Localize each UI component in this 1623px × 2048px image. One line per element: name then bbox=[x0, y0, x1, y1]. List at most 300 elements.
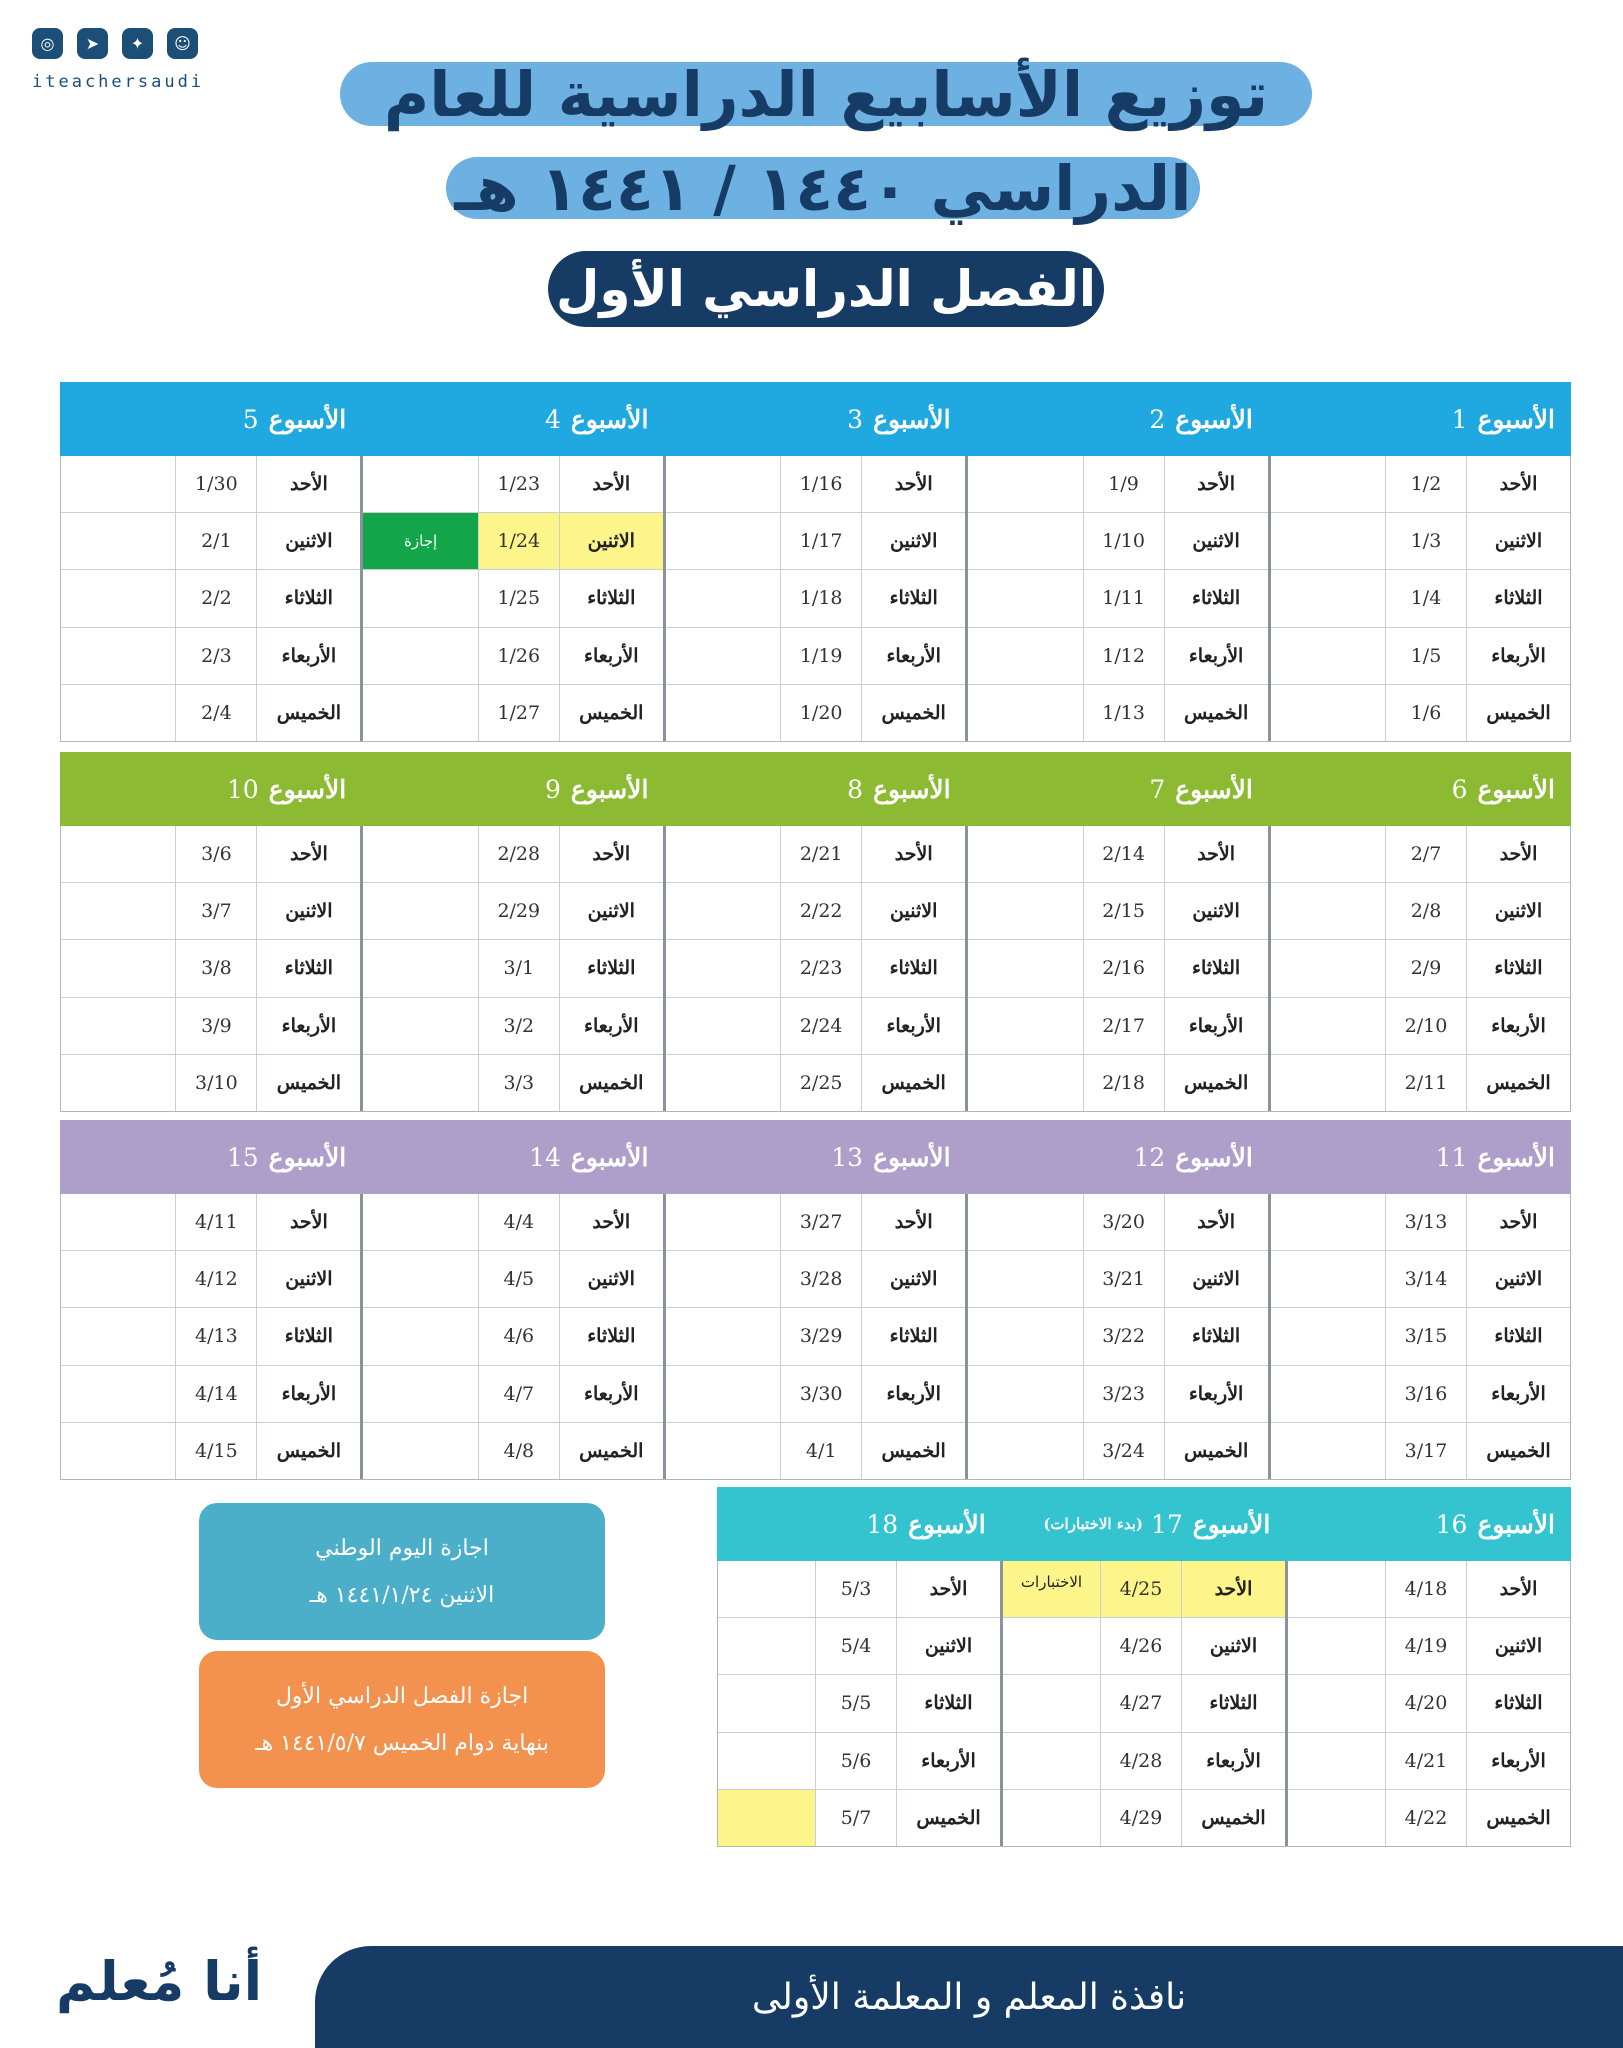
week-column bbox=[1268, 1194, 1570, 1479]
day-note bbox=[363, 456, 477, 512]
day-date: 2/18 bbox=[1083, 1055, 1164, 1111]
day-date: 5/6 bbox=[815, 1733, 896, 1789]
week-number: 10 bbox=[226, 774, 259, 804]
day-row bbox=[718, 1561, 1000, 1617]
day-date: 4/19 bbox=[1385, 1618, 1466, 1674]
day-name: الأحد bbox=[559, 826, 663, 882]
day-row bbox=[968, 882, 1267, 939]
day-name: الأحد bbox=[861, 456, 965, 512]
day-name: الخميس bbox=[1466, 685, 1570, 741]
social-links bbox=[32, 28, 198, 59]
day-row bbox=[1288, 1561, 1570, 1617]
snapchat-icon[interactable]: ☺ bbox=[167, 28, 198, 59]
day-row bbox=[718, 1617, 1000, 1674]
day-note bbox=[1288, 1790, 1385, 1846]
day-row bbox=[666, 1365, 965, 1422]
day-name: الأحد bbox=[1164, 456, 1268, 512]
day-row bbox=[968, 1250, 1267, 1307]
day-name: الأربعاء bbox=[559, 1366, 663, 1422]
day-row bbox=[1271, 1307, 1570, 1364]
day-note bbox=[968, 1055, 1082, 1111]
day-row bbox=[1003, 1789, 1285, 1846]
day-note bbox=[61, 513, 175, 569]
day-date: 2/25 bbox=[780, 1055, 861, 1111]
day-date: 5/5 bbox=[815, 1675, 896, 1731]
day-date: 3/7 bbox=[175, 883, 256, 939]
day-note bbox=[61, 1308, 175, 1364]
week-label: الأسبوع bbox=[1175, 774, 1253, 804]
brand-handle: iteachersaudi bbox=[32, 72, 205, 92]
week-column bbox=[965, 826, 1267, 1111]
day-row bbox=[666, 1250, 965, 1307]
week-header bbox=[1269, 1120, 1571, 1194]
day-name: الخميس bbox=[559, 685, 663, 741]
day-row bbox=[718, 1732, 1000, 1789]
day-date: 2/8 bbox=[1385, 883, 1466, 939]
day-date: 1/3 bbox=[1385, 513, 1466, 569]
day-date: 4/7 bbox=[478, 1366, 559, 1422]
day-name: الخميس bbox=[1181, 1790, 1285, 1846]
week-column bbox=[61, 456, 360, 741]
day-note bbox=[61, 1194, 175, 1250]
day-note bbox=[666, 456, 780, 512]
weeks-header-row bbox=[60, 382, 1571, 456]
day-row bbox=[1271, 627, 1570, 684]
day-row bbox=[363, 939, 662, 996]
day-note bbox=[61, 456, 175, 512]
week-header bbox=[362, 382, 664, 456]
day-note bbox=[968, 1423, 1082, 1479]
week-header bbox=[664, 1120, 966, 1194]
day-row bbox=[968, 569, 1267, 626]
day-name: الخميس bbox=[861, 1055, 965, 1111]
week-header bbox=[967, 382, 1269, 456]
day-name: الأحد bbox=[1164, 1194, 1268, 1250]
day-note bbox=[666, 998, 780, 1054]
day-date: 2/2 bbox=[175, 570, 256, 626]
day-row bbox=[968, 1365, 1267, 1422]
day-note bbox=[666, 1251, 780, 1307]
day-name: الأحد bbox=[1181, 1561, 1285, 1617]
day-date: 3/15 bbox=[1385, 1308, 1466, 1364]
day-date: 4/29 bbox=[1100, 1790, 1181, 1846]
day-date: 3/10 bbox=[175, 1055, 256, 1111]
day-note bbox=[61, 1251, 175, 1307]
footer-text: نافذة المعلم و المعلمة الأولى bbox=[751, 1976, 1187, 2018]
day-note bbox=[968, 1194, 1082, 1250]
day-name: الأحد bbox=[1466, 456, 1570, 512]
day-row bbox=[363, 1054, 662, 1111]
day-name: الاثنين bbox=[1164, 883, 1268, 939]
day-date: 4/20 bbox=[1385, 1675, 1466, 1731]
day-name: الثلاثاء bbox=[1466, 1308, 1570, 1364]
day-note bbox=[1003, 1733, 1100, 1789]
day-date: 1/12 bbox=[1083, 628, 1164, 684]
week-label: الأسبوع bbox=[908, 1509, 986, 1539]
day-name: الاثنين bbox=[861, 513, 965, 569]
day-row bbox=[968, 939, 1267, 996]
day-row bbox=[1271, 684, 1570, 741]
week-label: الأسبوع bbox=[873, 404, 951, 434]
day-row bbox=[61, 1194, 360, 1250]
day-date: 1/18 bbox=[780, 570, 861, 626]
day-row bbox=[1271, 1054, 1570, 1111]
national-day-title: اجازة اليوم الوطني bbox=[315, 1535, 489, 1561]
day-row bbox=[363, 997, 662, 1054]
day-name: الأربعاء bbox=[1466, 1733, 1570, 1789]
day-row bbox=[666, 939, 965, 996]
day-date: 4/1 bbox=[780, 1423, 861, 1479]
day-row bbox=[666, 456, 965, 512]
telegram-icon[interactable]: ➤ bbox=[77, 28, 108, 59]
weeks-block-2 bbox=[60, 752, 1571, 1112]
day-date: 4/27 bbox=[1100, 1675, 1181, 1731]
day-date: 1/6 bbox=[1385, 685, 1466, 741]
week-number: 18 bbox=[866, 1509, 899, 1539]
day-note bbox=[1288, 1733, 1385, 1789]
day-name: الأحد bbox=[559, 1194, 663, 1250]
day-date: 2/23 bbox=[780, 940, 861, 996]
day-date: 1/26 bbox=[478, 628, 559, 684]
day-name: الأحد bbox=[559, 456, 663, 512]
day-note bbox=[968, 940, 1082, 996]
day-name: الأربعاء bbox=[1466, 998, 1570, 1054]
day-note bbox=[666, 1194, 780, 1250]
day-name: الثلاثاء bbox=[1164, 1308, 1268, 1364]
day-row bbox=[1271, 1194, 1570, 1250]
week-number: 16 bbox=[1435, 1509, 1468, 1539]
week-column bbox=[1000, 1561, 1285, 1846]
day-note bbox=[666, 513, 780, 569]
exams-badge: الاختبارات bbox=[1003, 1561, 1100, 1617]
day-date: 4/25 bbox=[1100, 1561, 1181, 1617]
day-note bbox=[363, 628, 477, 684]
title-line-2: الدراسي ١٤٤٠ / ١٤٤١ هـ bbox=[446, 157, 1200, 219]
day-name: الخميس bbox=[861, 1423, 965, 1479]
day-name: الاثنين bbox=[1164, 513, 1268, 569]
week-header bbox=[664, 382, 966, 456]
day-date: 1/30 bbox=[175, 456, 256, 512]
week-column bbox=[1285, 1561, 1570, 1846]
day-name: الأربعاء bbox=[1164, 628, 1268, 684]
day-date: 4/22 bbox=[1385, 1790, 1466, 1846]
day-name: الخميس bbox=[1466, 1790, 1570, 1846]
day-name: الأحد bbox=[1466, 826, 1570, 882]
week-header bbox=[60, 1120, 362, 1194]
day-note bbox=[363, 1055, 477, 1111]
week-label: الأسبوع bbox=[873, 774, 951, 804]
day-name: الثلاثاء bbox=[1181, 1675, 1285, 1731]
day-note bbox=[1271, 883, 1385, 939]
day-date: 3/21 bbox=[1083, 1251, 1164, 1307]
day-note bbox=[968, 826, 1082, 882]
week-number: 12 bbox=[1133, 1142, 1166, 1172]
day-name: الثلاثاء bbox=[1466, 940, 1570, 996]
day-name: الاثنين bbox=[1466, 1618, 1570, 1674]
week-column bbox=[1268, 826, 1570, 1111]
weeks-block-1 bbox=[60, 382, 1571, 742]
day-row bbox=[363, 512, 662, 569]
day-note bbox=[363, 570, 477, 626]
day-date: 1/16 bbox=[780, 456, 861, 512]
week-column bbox=[1268, 456, 1570, 741]
day-date: 2/15 bbox=[1083, 883, 1164, 939]
week-number: 15 bbox=[226, 1142, 259, 1172]
week-column bbox=[61, 826, 360, 1111]
week-header bbox=[362, 1120, 664, 1194]
day-name: الثلاثاء bbox=[256, 940, 360, 996]
week-column bbox=[663, 456, 965, 741]
week-column bbox=[663, 1194, 965, 1479]
day-row bbox=[968, 512, 1267, 569]
day-note bbox=[1003, 1618, 1100, 1674]
day-name: الثلاثاء bbox=[1466, 1675, 1570, 1731]
day-date: 4/26 bbox=[1100, 1618, 1181, 1674]
day-name: الأحد bbox=[256, 1194, 360, 1250]
day-date: 3/1 bbox=[478, 940, 559, 996]
instagram-icon[interactable]: ◎ bbox=[32, 28, 63, 59]
week-label: الأسبوع bbox=[1175, 404, 1253, 434]
week-header bbox=[362, 752, 664, 826]
day-date: 3/28 bbox=[780, 1251, 861, 1307]
national-day-box bbox=[199, 1503, 605, 1640]
week-label: الأسبوع bbox=[268, 774, 347, 804]
day-note bbox=[1271, 1366, 1385, 1422]
day-name: الثلاثاء bbox=[896, 1675, 1000, 1731]
day-date: 2/10 bbox=[1385, 998, 1466, 1054]
week-number: 1 bbox=[1451, 404, 1468, 434]
day-date: 1/9 bbox=[1083, 456, 1164, 512]
day-row bbox=[61, 512, 360, 569]
day-note bbox=[61, 883, 175, 939]
weeks-header-row bbox=[60, 1120, 1571, 1194]
day-note bbox=[968, 513, 1082, 569]
exams-start-label: (بدء الاختبارات) bbox=[1043, 1515, 1143, 1533]
day-date: 1/20 bbox=[780, 685, 861, 741]
day-note bbox=[363, 1423, 477, 1479]
day-date: 4/14 bbox=[175, 1366, 256, 1422]
twitter-icon[interactable]: ✦ bbox=[122, 28, 153, 59]
day-date: 2/9 bbox=[1385, 940, 1466, 996]
day-date: 4/28 bbox=[1100, 1733, 1181, 1789]
week-column bbox=[61, 1194, 360, 1479]
day-note bbox=[1271, 1423, 1385, 1479]
week-header bbox=[967, 1120, 1269, 1194]
day-note bbox=[1271, 1308, 1385, 1364]
day-note bbox=[363, 998, 477, 1054]
day-row bbox=[666, 627, 965, 684]
day-row bbox=[968, 1054, 1267, 1111]
day-row bbox=[968, 1307, 1267, 1364]
week-label: الأسبوع bbox=[1477, 1509, 1555, 1539]
day-row bbox=[666, 826, 965, 882]
day-name: الخميس bbox=[256, 685, 360, 741]
day-note bbox=[1271, 1055, 1385, 1111]
day-note bbox=[61, 1055, 175, 1111]
week-column bbox=[360, 456, 662, 741]
day-name: الأحد bbox=[256, 826, 360, 882]
day-name: الثلاثاء bbox=[559, 570, 663, 626]
day-name: الاثنين bbox=[559, 513, 663, 569]
weeks-block-3 bbox=[60, 1120, 1571, 1480]
day-name: الأحد bbox=[256, 456, 360, 512]
day-note bbox=[61, 570, 175, 626]
day-date: 3/6 bbox=[175, 826, 256, 882]
day-note bbox=[1288, 1618, 1385, 1674]
day-row bbox=[1288, 1674, 1570, 1731]
day-row bbox=[968, 826, 1267, 882]
week-label: الأسبوع bbox=[1477, 404, 1555, 434]
week-header bbox=[1269, 752, 1571, 826]
day-note bbox=[1271, 1251, 1385, 1307]
day-date: 3/17 bbox=[1385, 1423, 1466, 1479]
day-name: الأربعاء bbox=[861, 628, 965, 684]
day-note bbox=[666, 570, 780, 626]
day-note bbox=[718, 1561, 815, 1617]
day-row bbox=[1288, 1732, 1570, 1789]
day-name: الأربعاء bbox=[896, 1733, 1000, 1789]
day-row bbox=[363, 1307, 662, 1364]
day-date: 3/14 bbox=[1385, 1251, 1466, 1307]
day-note bbox=[666, 1366, 780, 1422]
week-number: 11 bbox=[1435, 1142, 1468, 1172]
day-row bbox=[1271, 569, 1570, 626]
day-row bbox=[363, 627, 662, 684]
day-name: الثلاثاء bbox=[1466, 570, 1570, 626]
day-date: 2/7 bbox=[1385, 826, 1466, 882]
day-row bbox=[1271, 512, 1570, 569]
day-name: الأحد bbox=[1466, 1561, 1570, 1617]
day-name: الخميس bbox=[559, 1423, 663, 1479]
week-header bbox=[1269, 382, 1571, 456]
day-name: الخميس bbox=[1164, 685, 1268, 741]
week-number: 8 bbox=[847, 774, 864, 804]
day-note bbox=[363, 826, 477, 882]
day-row bbox=[1271, 939, 1570, 996]
day-row bbox=[666, 1422, 965, 1479]
day-date: 1/27 bbox=[478, 685, 559, 741]
day-name: الثلاثاء bbox=[256, 1308, 360, 1364]
weeks-header-row bbox=[60, 752, 1571, 826]
day-date: 1/17 bbox=[780, 513, 861, 569]
week-column bbox=[360, 826, 662, 1111]
day-note bbox=[1288, 1561, 1385, 1617]
day-name: الاثنين bbox=[1466, 883, 1570, 939]
day-row bbox=[1271, 1250, 1570, 1307]
day-note bbox=[968, 883, 1082, 939]
semester-end-title: اجازة الفصل الدراسي الأول bbox=[275, 1683, 529, 1709]
week-column bbox=[965, 456, 1267, 741]
day-note bbox=[61, 685, 175, 741]
day-date: 4/13 bbox=[175, 1308, 256, 1364]
weeks-body bbox=[717, 1561, 1571, 1847]
day-note bbox=[968, 685, 1082, 741]
day-date: 5/4 bbox=[815, 1618, 896, 1674]
day-date: 2/17 bbox=[1083, 998, 1164, 1054]
week-number: 5 bbox=[242, 404, 259, 434]
day-date: 1/5 bbox=[1385, 628, 1466, 684]
day-row bbox=[61, 1307, 360, 1364]
day-note bbox=[666, 883, 780, 939]
semester-title: الفصل الدراسي الأول bbox=[548, 251, 1104, 327]
week-header bbox=[664, 752, 966, 826]
day-note bbox=[1271, 685, 1385, 741]
day-row bbox=[1271, 826, 1570, 882]
day-row bbox=[1003, 1674, 1285, 1731]
week-number: 2 bbox=[1149, 404, 1166, 434]
day-note bbox=[666, 1308, 780, 1364]
day-date: 4/8 bbox=[478, 1423, 559, 1479]
day-row bbox=[666, 1307, 965, 1364]
day-date: 4/5 bbox=[478, 1251, 559, 1307]
day-row bbox=[363, 684, 662, 741]
day-name: الأربعاء bbox=[1164, 1366, 1268, 1422]
week-label: الأسبوع bbox=[570, 774, 649, 804]
national-day-date: الاثنين ١٤٤١/١/٢٤ هـ bbox=[309, 1582, 495, 1608]
week-header bbox=[1286, 1487, 1571, 1561]
day-note bbox=[718, 1618, 815, 1674]
day-note bbox=[363, 1308, 477, 1364]
day-name: الاثنين bbox=[1181, 1618, 1285, 1674]
day-row bbox=[1288, 1617, 1570, 1674]
day-date: 2/4 bbox=[175, 685, 256, 741]
week-header bbox=[60, 752, 362, 826]
day-name: الأربعاء bbox=[861, 998, 965, 1054]
day-note bbox=[363, 883, 477, 939]
day-date: 3/16 bbox=[1385, 1366, 1466, 1422]
weeks-body bbox=[60, 1194, 1571, 1480]
day-name: الأربعاء bbox=[559, 998, 663, 1054]
day-date: 2/24 bbox=[780, 998, 861, 1054]
day-name: الأربعاء bbox=[256, 998, 360, 1054]
week-label: الأسبوع bbox=[1477, 1142, 1555, 1172]
day-row bbox=[61, 997, 360, 1054]
week-header bbox=[60, 382, 362, 456]
day-row bbox=[363, 882, 662, 939]
day-note bbox=[1271, 826, 1385, 882]
day-date: 2/16 bbox=[1083, 940, 1164, 996]
day-note bbox=[1271, 940, 1385, 996]
week-label: الأسبوع bbox=[1192, 1509, 1271, 1539]
day-name: الخميس bbox=[256, 1055, 360, 1111]
day-name: الاثنين bbox=[896, 1618, 1000, 1674]
day-note bbox=[718, 1733, 815, 1789]
day-date: 3/30 bbox=[780, 1366, 861, 1422]
day-row bbox=[61, 627, 360, 684]
day-row bbox=[61, 1365, 360, 1422]
day-note bbox=[61, 826, 175, 882]
day-date: 3/13 bbox=[1385, 1194, 1466, 1250]
day-row bbox=[1003, 1617, 1285, 1674]
day-note bbox=[1003, 1790, 1100, 1846]
day-row bbox=[61, 569, 360, 626]
day-row bbox=[1271, 882, 1570, 939]
day-name: الاثنين bbox=[559, 1251, 663, 1307]
week-label: الأسبوع bbox=[570, 404, 649, 434]
day-note bbox=[666, 1055, 780, 1111]
day-row bbox=[61, 684, 360, 741]
day-date: 1/10 bbox=[1083, 513, 1164, 569]
week-number: 6 bbox=[1451, 774, 1468, 804]
day-name: الاثنين bbox=[1466, 1251, 1570, 1307]
day-date: 1/25 bbox=[478, 570, 559, 626]
day-row bbox=[666, 512, 965, 569]
day-note bbox=[61, 628, 175, 684]
day-name: الاثنين bbox=[256, 1251, 360, 1307]
day-row bbox=[666, 569, 965, 626]
day-name: الأربعاء bbox=[861, 1366, 965, 1422]
day-row bbox=[363, 826, 662, 882]
